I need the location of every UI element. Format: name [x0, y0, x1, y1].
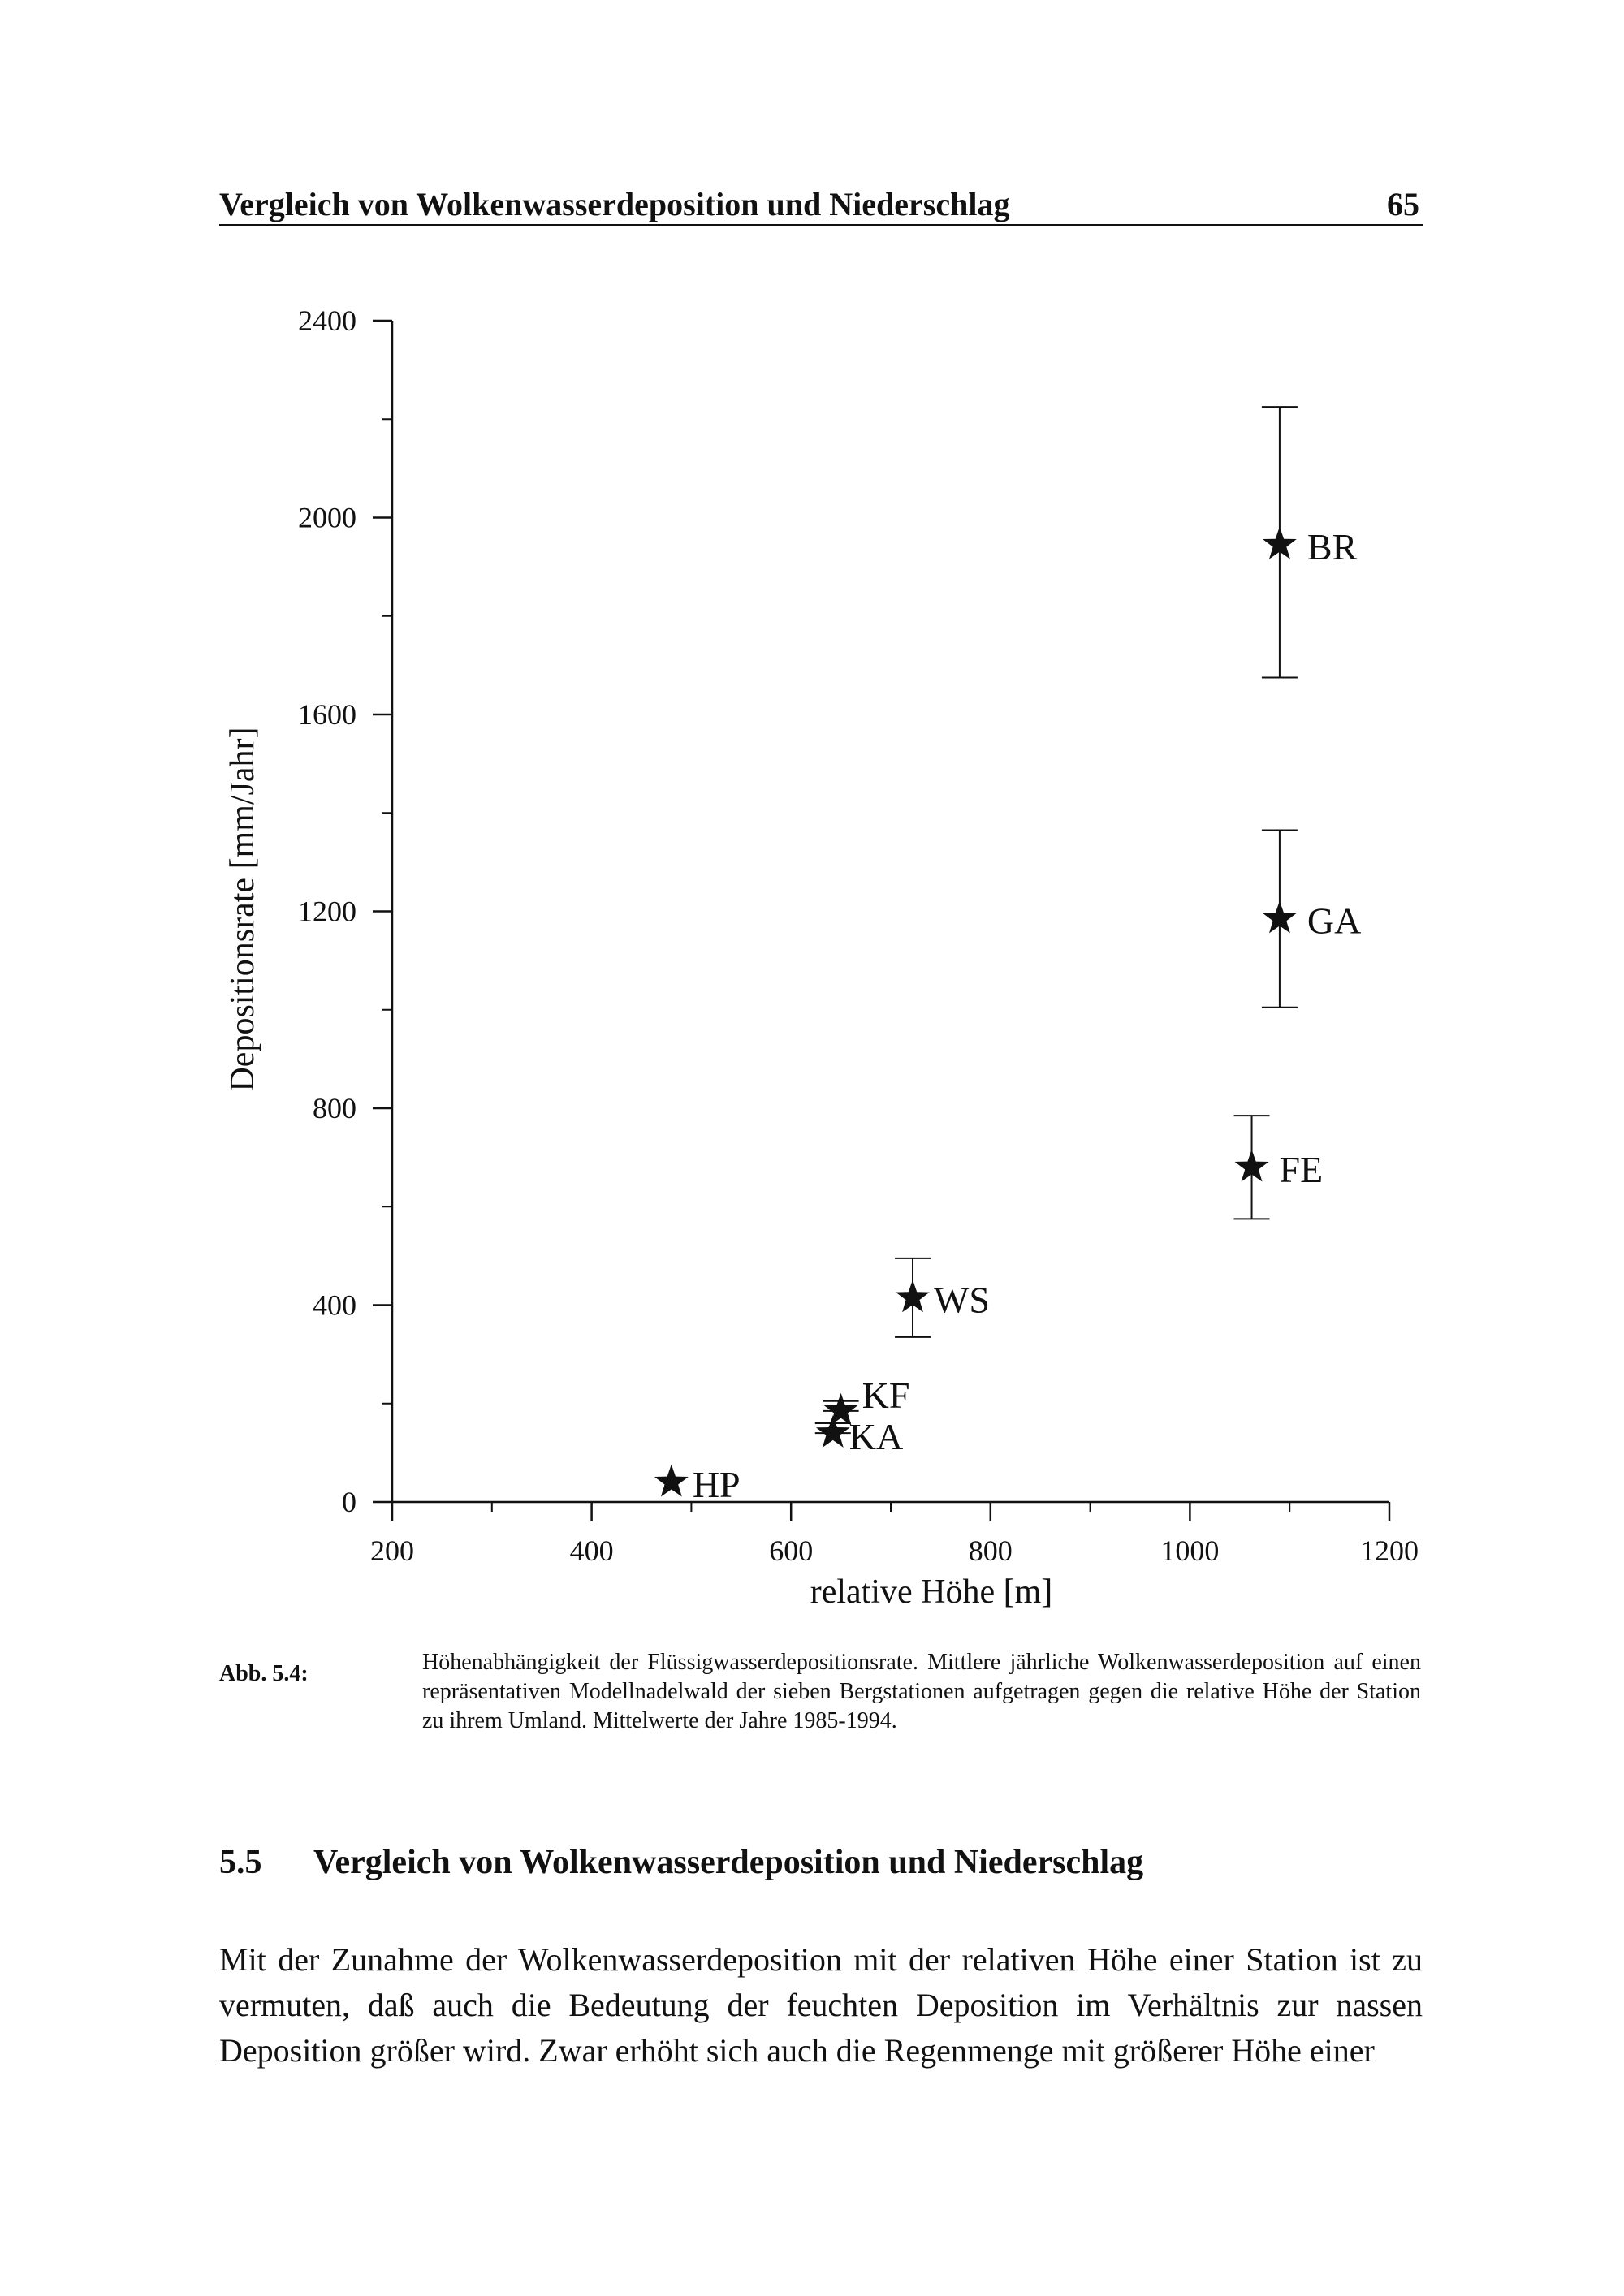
y-tick-label: 2400 — [298, 304, 356, 337]
y-tick-label: 400 — [313, 1288, 356, 1322]
page-number: 65 — [1387, 186, 1419, 222]
section-number: 5.5 — [219, 1844, 262, 1881]
y-tick-label: 1200 — [298, 895, 356, 928]
figure-caption-label: Abb. 5.4: — [219, 1661, 309, 1686]
y-tick-label: 0 — [342, 1486, 356, 1518]
section-title: Vergleich von Wolkenwasserdeposition und Niederschlag — [313, 1844, 1144, 1881]
x-tick-label: 1000 — [1160, 1534, 1220, 1567]
point-label-kf: KF — [862, 1374, 910, 1416]
y-tick-label: 800 — [313, 1092, 356, 1124]
star-marker-hp — [654, 1465, 689, 1497]
y-tick-label: 2000 — [298, 501, 356, 534]
point-label-ws: WS — [934, 1279, 991, 1321]
x-tick-label: 200 — [370, 1534, 414, 1567]
point-label-br: BR — [1307, 525, 1358, 568]
y-axis-title: Depositionsrate [mm/Jahr] — [224, 727, 261, 1092]
point-label-hp: HP — [692, 1463, 741, 1505]
chart-marks — [654, 407, 1361, 1505]
y-tick-label: 1600 — [298, 698, 356, 731]
x-axis-title: relative Höhe [m] — [810, 1573, 1053, 1611]
chart-axes — [298, 304, 1419, 1567]
x-tick-label: 600 — [769, 1534, 814, 1567]
section-heading — [219, 1843, 1143, 1882]
point-label-fe: FE — [1279, 1148, 1324, 1190]
body-paragraph: Mit der Zunahme der Wolkenwasserdeposition mit der relativen Höhe einer Station ist zu vermuten, daß auch die Bedeutung der feuchten Deposition im Verhältnis zur nassen Deposition größer wird. Zwar erhöht sich auch die Regenmenge mit größerer Höhe einer — [219, 1941, 1423, 2069]
x-tick-label: 800 — [968, 1534, 1013, 1567]
x-tick-label: 400 — [569, 1534, 614, 1567]
point-label-ga: GA — [1307, 900, 1362, 942]
point-label-ka: KA — [849, 1416, 904, 1458]
running-header-title: Vergleich von Wolkenwasserdeposition und Niederschlag — [219, 186, 1010, 222]
figure-caption-text: Höhenabhängigkeit der Flüssigwasserdepositionsrate. Mittlere jährliche Wolkenwasserdeposition auf einen repräsentativen Modellnadelwald der sieben Bergstationen aufgetragen gegen die relative Höhe der Station zu ihrem Umland. Mittelwerte der Jahre 1985-1994. — [422, 1650, 1421, 1733]
x-tick-label: 1200 — [1360, 1534, 1419, 1567]
